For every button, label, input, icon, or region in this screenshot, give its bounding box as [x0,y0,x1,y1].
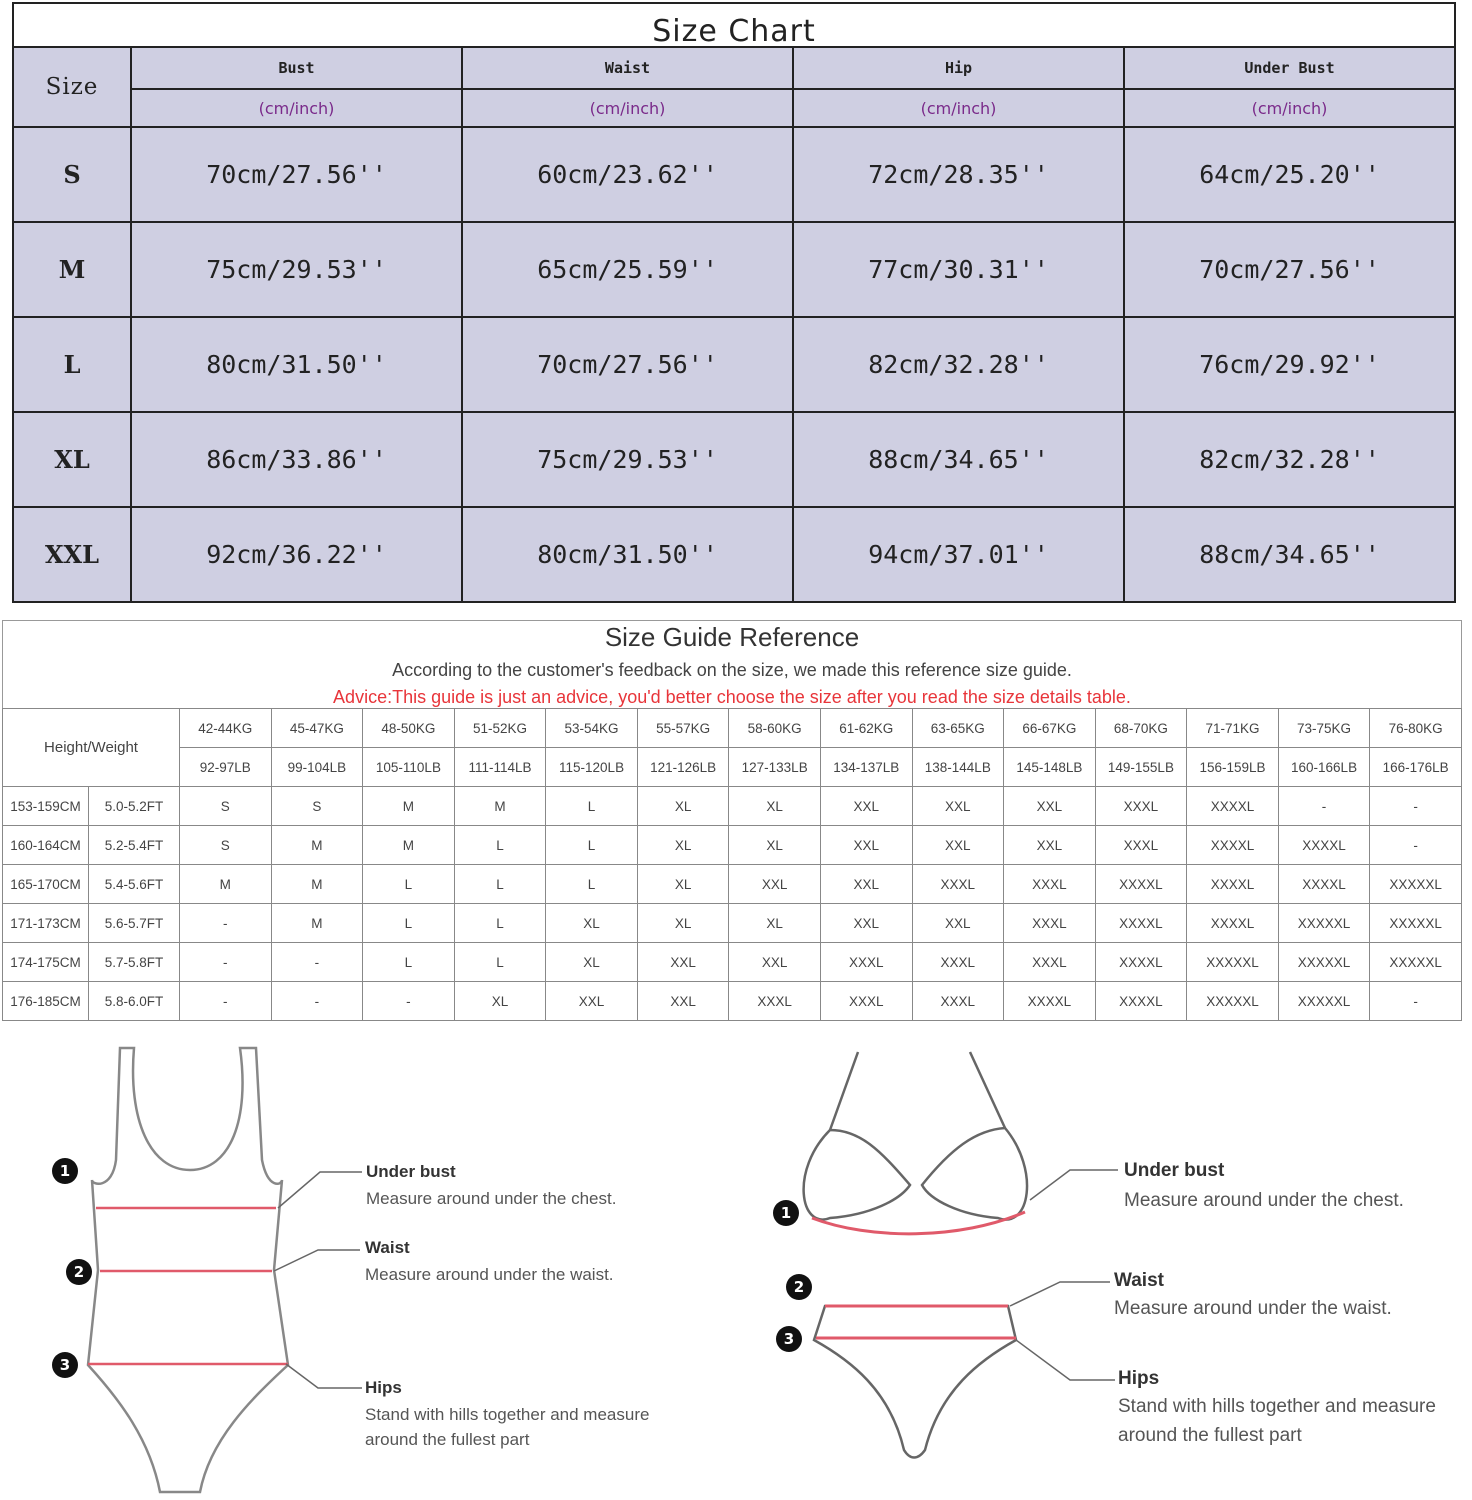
waist-leader [274,1250,360,1271]
size-recommendation: XXL [637,982,729,1021]
weight-kg-header: 66-67KG [1004,709,1096,748]
size-recommendation: L [454,865,546,904]
hip-value: 88cm/34.65'' [793,412,1124,507]
size-recommendation: XXXL [1004,865,1096,904]
size-recommendation: XXXXXL [1278,943,1370,982]
size-recommendation: XXXXXL [1187,982,1279,1021]
under-bust-value: 88cm/34.65'' [1124,507,1455,602]
weight-lb-header: 121-126LB [637,748,729,787]
size-recommendation: XL [729,826,821,865]
weight-kg-header: 51-52KG [454,709,546,748]
table-row [13,412,1455,507]
waist-value: 80cm/31.50'' [462,507,793,602]
weight-kg-header: 42-44KG [180,709,272,748]
size-recommendation: XXL [729,943,821,982]
size-recommendation: L [363,904,455,943]
bust-value: 80cm/31.50'' [131,317,462,412]
size-recommendation: XXL [820,865,912,904]
weight-kg-header: 45-47KG [271,709,363,748]
size-recommendation: L [454,826,546,865]
hip-header: Hip [793,47,1124,89]
bikini-under-bust-title: Under bust [1124,1160,1225,1181]
height-cm: 165-170CM [3,865,89,904]
bust-value: 86cm/33.86'' [131,412,462,507]
hips-text-line1: Stand with hills together and measure [365,1405,650,1424]
weight-kg-header: 53-54KG [546,709,638,748]
weight-lb-header: 145-148LB [1004,748,1096,787]
waist-title: Waist [365,1238,410,1257]
weight-kg-header: 55-57KG [637,709,729,748]
table-row [13,127,1455,222]
bikini-hips-title: Hips [1118,1368,1160,1389]
size-recommendation: XXXXXL [1370,865,1462,904]
size-recommendation: L [546,865,638,904]
size-recommendation: XL [546,904,638,943]
bust-value: 92cm/36.22'' [131,507,462,602]
size-recommendation: S [271,787,363,826]
size-chart [12,2,1456,603]
size-recommendation: L [546,787,638,826]
under-bust-unit: (cm/inch) [1124,89,1455,127]
height-weight-header: Height/Weight [3,709,180,787]
under-bust-header: Under Bust [1124,47,1455,89]
size-recommendation: XXXXL [1004,982,1096,1021]
badge-2: 2 [66,1259,92,1285]
under-bust-value: 76cm/29.92'' [1124,317,1455,412]
hip-value: 77cm/30.31'' [793,222,1124,317]
size-recommendation: - [180,904,272,943]
height-ft: 5.2-5.4FT [89,826,180,865]
size-recommendation: XXXXXL [1278,982,1370,1021]
height-cm: 160-164CM [3,826,89,865]
size-recommendation: - [180,982,272,1021]
size-recommendation: S [180,826,272,865]
weight-kg-row [3,709,1462,748]
weight-kg-header: 68-70KG [1095,709,1187,748]
table-row [3,904,1462,943]
size-recommendation: XXL [729,865,821,904]
under-bust-title: Under bust [366,1162,456,1181]
measurement-diagrams [0,1030,1472,1500]
size-recommendation: XXL [1004,787,1096,826]
size-recommendation: XXXXL [1095,943,1187,982]
size-recommendation: XL [729,904,821,943]
size-recommendation: XXXXL [1187,826,1279,865]
size-recommendation: XXXXL [1187,787,1279,826]
size-recommendation: M [454,787,546,826]
weight-kg-header: 63-65KG [912,709,1004,748]
size-label: S [13,127,131,222]
size-recommendation: XXL [912,787,1004,826]
size-recommendation: XXXL [1004,904,1096,943]
weight-lb-header: 99-104LB [271,748,363,787]
hip-value: 94cm/37.01'' [793,507,1124,602]
size-recommendation: XXXL [820,943,912,982]
weight-lb-header: 138-144LB [912,748,1004,787]
badge-3: 3 [52,1352,78,1378]
weight-lb-header: 156-159LB [1187,748,1279,787]
height-ft: 5.4-5.6FT [89,865,180,904]
size-recommendation: XXXXL [1278,865,1370,904]
table-row [3,865,1462,904]
waist-value: 75cm/29.53'' [462,412,793,507]
size-recommendation: XXXL [1004,943,1096,982]
bikini-hips-text-line1: Stand with hills together and measure [1118,1396,1436,1417]
height-cm: 176-185CM [3,982,89,1021]
table-row [3,982,1462,1021]
under-bust-text: Measure around under the chest. [366,1189,617,1208]
height-ft: 5.0-5.2FT [89,787,180,826]
size-recommendation: - [1370,826,1462,865]
size-recommendation: XXL [912,904,1004,943]
hip-value: 72cm/28.35'' [793,127,1124,222]
size-recommendation: XL [637,904,729,943]
bust-header: Bust [131,47,462,89]
bikini-waist-leader [1010,1282,1110,1306]
size-recommendation: M [271,904,363,943]
badge-2-bikini: 2 [786,1274,812,1300]
hip-unit: (cm/inch) [793,89,1124,127]
size-recommendation: XXXL [912,943,1004,982]
size-recommendation: - [1370,787,1462,826]
size-recommendation: XXXXXL [1370,904,1462,943]
size-recommendation: XXXXL [1278,826,1370,865]
badge-1-bikini: 1 [773,1200,799,1226]
table-row [13,507,1455,602]
size-recommendation: XL [454,982,546,1021]
bikini-hip-leader [1016,1340,1115,1380]
size-label: M [13,222,131,317]
size-guide-subtitle: According to the customer's feedback on the size, we made this reference size guide. [392,660,1072,680]
size-recommendation: XXXL [912,982,1004,1021]
weight-lb-row [3,748,1462,787]
waist-header: Waist [462,47,793,89]
badge-3-bikini: 3 [776,1326,802,1352]
waist-value: 65cm/25.59'' [462,222,793,317]
hip-value: 82cm/32.28'' [793,317,1124,412]
size-recommendation: XXL [912,826,1004,865]
size-recommendation: XXXXL [1187,904,1279,943]
size-recommendation: XXXL [820,982,912,1021]
height-ft: 5.7-5.8FT [89,943,180,982]
bikini-waist-title: Waist [1114,1270,1164,1291]
size-recommendation: XXXL [729,982,821,1021]
bust-value: 70cm/27.56'' [131,127,462,222]
table-row [13,317,1455,412]
height-ft: 5.8-6.0FT [89,982,180,1021]
size-recommendation: XXXL [1095,826,1187,865]
size-recommendation: XXL [637,943,729,982]
weight-kg-header: 48-50KG [363,709,455,748]
size-recommendation: XXL [546,982,638,1021]
size-recommendation: L [546,826,638,865]
waist-value: 70cm/27.56'' [462,317,793,412]
under-bust-value: 82cm/32.28'' [1124,412,1455,507]
size-guide-advice: Advice:This guide is just an advice, you'd better choose the size after you read the size details table. [333,687,1131,707]
table-row [13,222,1455,317]
size-recommendation: M [180,865,272,904]
height-cm: 171-173CM [3,904,89,943]
size-recommendation: XXL [820,787,912,826]
size-recommendation: S [180,787,272,826]
under-bust-value: 64cm/25.20'' [1124,127,1455,222]
size-recommendation: M [363,826,455,865]
bust-value: 75cm/29.53'' [131,222,462,317]
size-label: L [13,317,131,412]
size-recommendation: XL [546,943,638,982]
size-recommendation: M [363,787,455,826]
table-row [3,943,1462,982]
weight-lb-header: 134-137LB [820,748,912,787]
bikini-under-bust-text: Measure around under the chest. [1124,1190,1404,1211]
bikini-top-figure [804,1052,1027,1220]
size-recommendation: - [180,943,272,982]
size-recommendation: - [1278,787,1370,826]
weight-lb-header: 105-110LB [363,748,455,787]
bikini-hips-text-line2: around the fullest part [1118,1425,1302,1446]
size-recommendation: XL [637,826,729,865]
size-recommendation: - [363,982,455,1021]
size-recommendation: XXXXL [1095,982,1187,1021]
size-recommendation: XXL [820,904,912,943]
size-label: XXL [13,507,131,602]
weight-kg-header: 58-60KG [729,709,821,748]
bikini-waist-text: Measure around under the waist. [1114,1298,1392,1319]
size-recommendation: L [363,865,455,904]
weight-lb-header: 127-133LB [729,748,821,787]
size-recommendation: M [271,826,363,865]
size-recommendation: XXL [1004,826,1096,865]
weight-lb-header: 166-176LB [1370,748,1462,787]
size-chart-title: Size Chart [12,2,1456,46]
size-chart-table [12,46,1456,603]
weight-lb-header: 115-120LB [546,748,638,787]
weight-kg-header: 76-80KG [1370,709,1462,748]
size-recommendation: XXL [820,826,912,865]
size-recommendation: XL [729,787,821,826]
size-recommendation: - [271,943,363,982]
size-recommendation: XXXXXL [1187,943,1279,982]
bikini-under-bust-leader [1030,1170,1118,1200]
size-recommendation: XXXXL [1187,865,1279,904]
size-guide [2,620,1462,1024]
weight-lb-header: 149-155LB [1095,748,1187,787]
hips-title: Hips [365,1378,402,1397]
waist-text: Measure around under the waist. [365,1265,614,1284]
size-recommendation: XL [637,787,729,826]
size-recommendation: - [271,982,363,1021]
height-ft: 5.6-5.7FT [89,904,180,943]
weight-kg-header: 61-62KG [820,709,912,748]
size-recommendation: XXXL [1095,787,1187,826]
height-cm: 153-159CM [3,787,89,826]
under-bust-value: 70cm/27.56'' [1124,222,1455,317]
weight-lb-header: 111-114LB [454,748,546,787]
size-guide-table [2,708,1462,1021]
bikini-bottom-figure [814,1306,1016,1458]
table-row [3,787,1462,826]
size-header: Size [13,47,131,127]
size-recommendation: XXXXXL [1278,904,1370,943]
badge-1: 1 [52,1158,78,1184]
hip-leader [286,1364,362,1388]
size-recommendation: L [454,904,546,943]
hips-text-line2: around the fullest part [365,1430,530,1449]
under-bust-leader [278,1172,362,1208]
size-recommendation: XL [637,865,729,904]
height-cm: 174-175CM [3,943,89,982]
weight-kg-header: 71-71KG [1187,709,1279,748]
weight-lb-header: 92-97LB [180,748,272,787]
size-recommendation: M [271,865,363,904]
size-recommendation: XXXXXL [1370,943,1462,982]
size-recommendation: XXXXL [1095,904,1187,943]
table-row [3,826,1462,865]
bust-unit: (cm/inch) [131,89,462,127]
size-guide-title: Size Guide Reference [604,622,860,652]
waist-unit: (cm/inch) [462,89,793,127]
waist-value: 60cm/23.62'' [462,127,793,222]
size-recommendation: XXXXL [1095,865,1187,904]
size-recommendation: XXXL [912,865,1004,904]
weight-kg-header: 73-75KG [1278,709,1370,748]
size-label: XL [13,412,131,507]
size-recommendation: L [363,943,455,982]
size-recommendation: - [1370,982,1462,1021]
weight-lb-header: 160-166LB [1278,748,1370,787]
size-recommendation: L [454,943,546,982]
